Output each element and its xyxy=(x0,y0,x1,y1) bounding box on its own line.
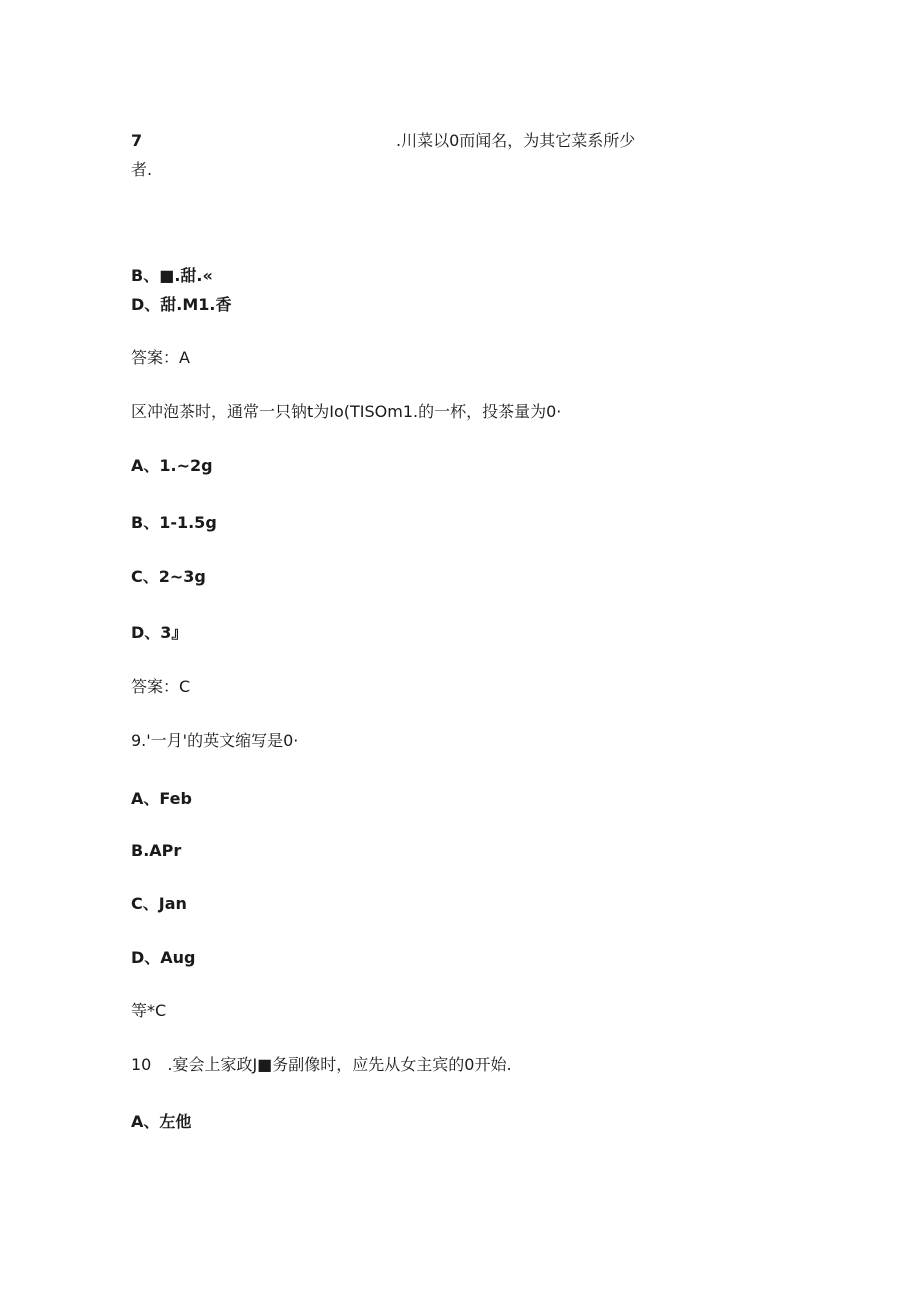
question-9-answer: 等*C xyxy=(131,1001,167,1020)
question-9-option-b: B.APr xyxy=(131,841,182,860)
question-8-option-b: B、1-1.5g xyxy=(131,513,217,532)
question-7-continuation: 者. xyxy=(131,160,153,179)
question-8-option-a: A、1.~2g xyxy=(131,456,213,475)
question-7-option-b: B、■.甜.« xyxy=(131,266,213,285)
question-10-option-a: A、左他 xyxy=(131,1112,192,1131)
question-9-option-c: C、Jan xyxy=(131,894,187,913)
question-9-option-a: A、Feb xyxy=(131,789,192,808)
question-7-answer: 答案：A xyxy=(131,348,190,367)
question-8-answer: 答案：C xyxy=(131,677,191,696)
question-7-text: .川菜以0而闻名，为其它菜系所少 xyxy=(396,131,636,150)
question-8-option-d: D、3』 xyxy=(131,623,188,642)
question-9-text: 9.'一月'的英文缩写是0· xyxy=(131,731,299,750)
question-7-option-d: D、甜.M1.香 xyxy=(131,295,232,314)
question-8-option-c: C、2~3g xyxy=(131,567,206,586)
question-10-text: 10 .宴会上家政J■务副像时，应先从女主宾的0开始. xyxy=(131,1055,512,1074)
question-9-option-d: D、Aug xyxy=(131,948,196,967)
question-8-text: 区冲泡茶时，通常一只钠t为Io(TISOm1.的一杯，投茶量为0· xyxy=(131,402,562,421)
question-7-number: 7 xyxy=(131,131,143,150)
